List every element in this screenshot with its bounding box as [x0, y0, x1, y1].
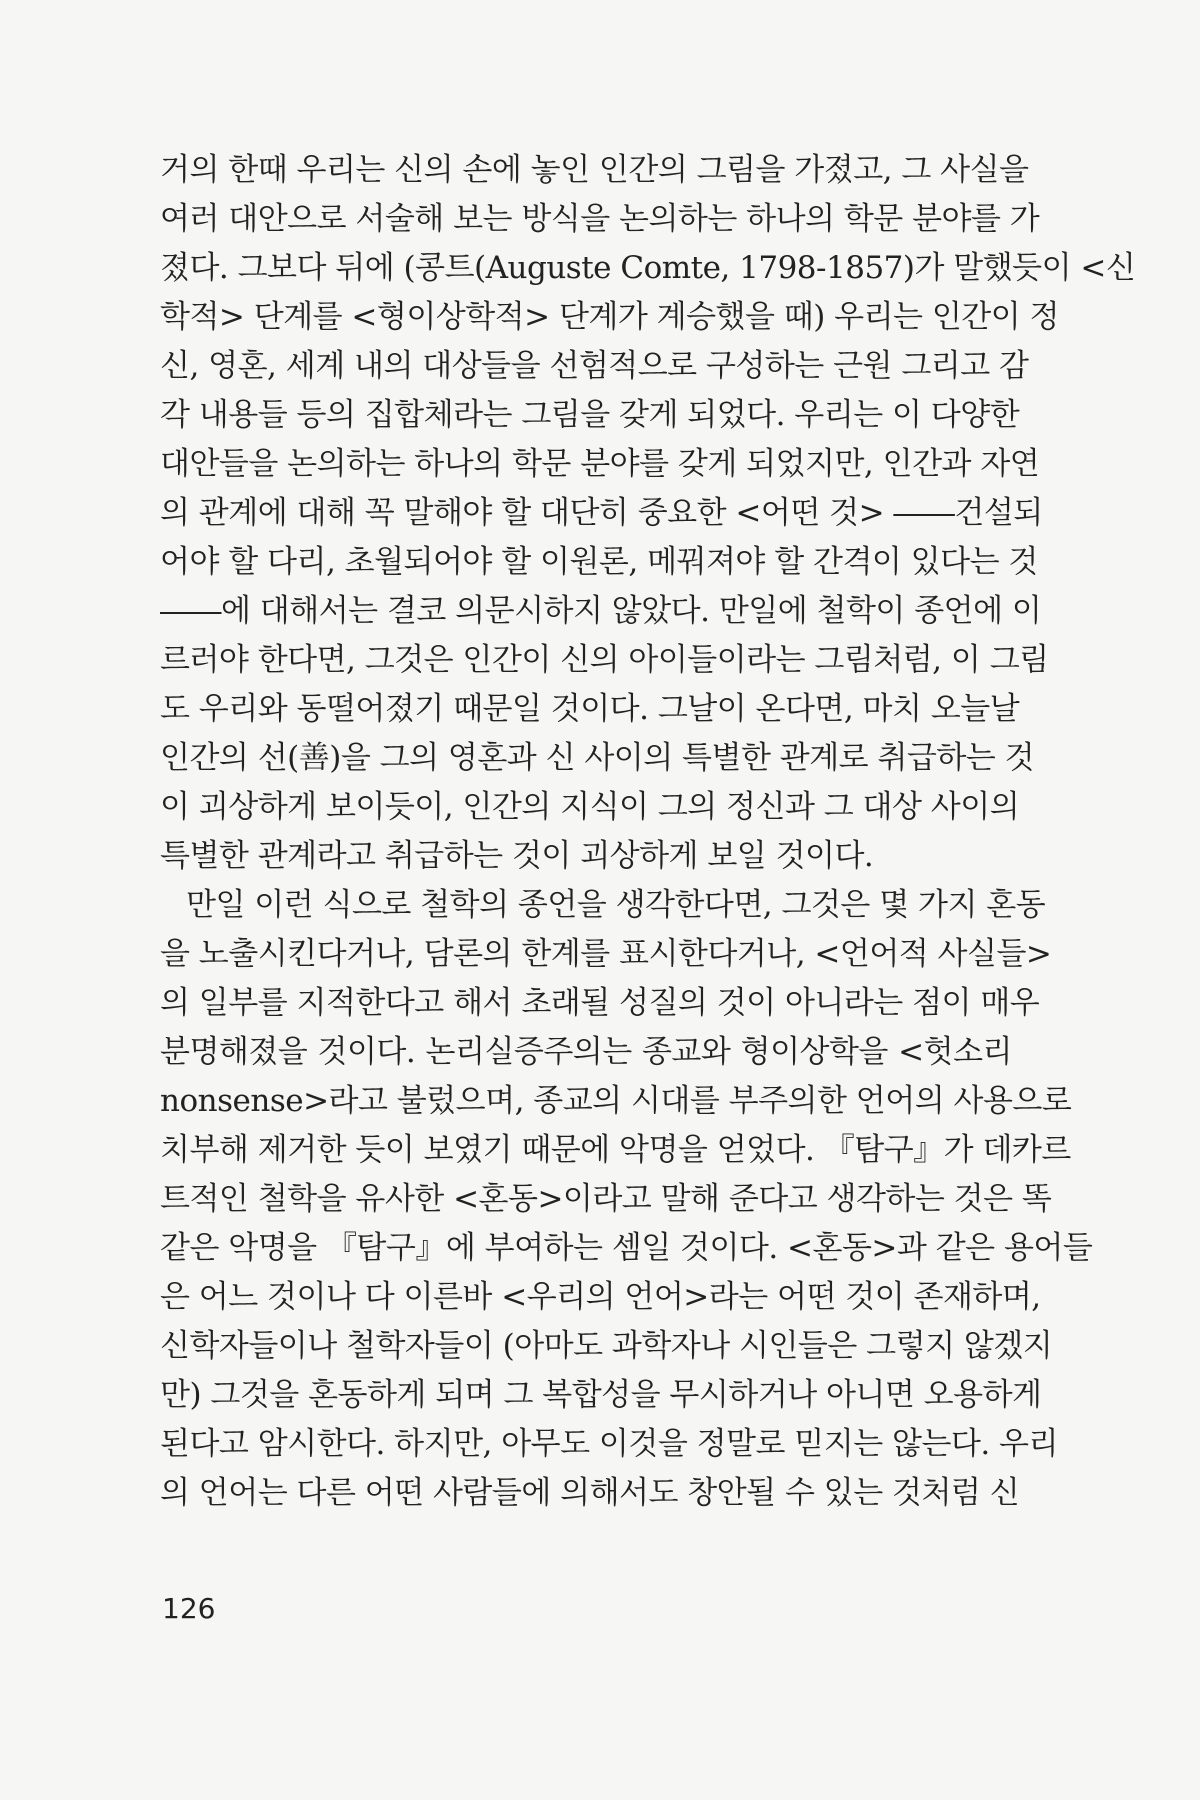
page-number: 126 [162, 1592, 216, 1625]
text-line: ――에 대해서는 결코 의문시하지 않았다. 만일에 철학이 종언에 이 [160, 593, 1042, 629]
text-line: 의 관계에 대해 꼭 말해야 할 대단히 중요한 <어떤 것> ――건설되 [160, 495, 1043, 531]
text-line: 만) 그것을 혼동하게 되며 그 복합성을 무시하거나 아니면 오용하게 [160, 1377, 1042, 1413]
text-line: 을 노출시킨다거나, 담론의 한계를 표시한다거나, <언어적 사실들> [160, 936, 1052, 972]
text-line: 도 우리와 동떨어졌기 때문일 것이다. 그날이 온다면, 마치 오늘날 [160, 691, 1020, 727]
text-line: 대안들을 논의하는 하나의 학문 분야를 갖게 되었지만, 인간과 자연 [160, 446, 1040, 482]
text-line: 거의 한때 우리는 신의 손에 놓인 인간의 그림을 가졌고, 그 사실을 [160, 152, 1029, 188]
paragraph-1 [160, 146, 1136, 881]
text-line: 분명해졌을 것이다. 논리실증주의는 종교와 형이상학을 <헛소리 [160, 1034, 1012, 1070]
text-line: 르러야 한다면, 그것은 인간이 신의 아이들이라는 그림처럼, 이 그림 [160, 642, 1049, 678]
text-line: 신, 영혼, 세계 내의 대상들을 선험적으로 구성하는 근원 그리고 감 [160, 348, 1029, 384]
text-line: 만일 이런 식으로 철학의 종언을 생각한다면, 그것은 몇 가지 혼동 [186, 887, 1046, 923]
text-line: 각 내용들 등의 집합체라는 그림을 갖게 되었다. 우리는 이 다양한 [160, 397, 1020, 433]
text-line: 치부해 제거한 듯이 보였기 때문에 악명을 얻었다. 『탐구』가 데카르 [160, 1132, 1071, 1168]
body-text [160, 146, 1136, 1518]
text-line: 은 어느 것이나 다 이른바 <우리의 언어>라는 어떤 것이 존재하며, [160, 1279, 1041, 1315]
text-line: 어야 할 다리, 초월되어야 할 이원론, 메꿔져야 할 간격이 있다는 것 [160, 544, 1038, 580]
text-line: 인간의 선(善)을 그의 영혼과 신 사이의 특별한 관계로 취급하는 것 [160, 740, 1035, 776]
text-line: 트적인 철학을 유사한 <혼동>이라고 말해 준다고 생각하는 것은 똑 [160, 1181, 1052, 1217]
text-line: 된다고 암시한다. 하지만, 아무도 이것을 정말로 믿지는 않는다. 우리 [160, 1426, 1058, 1462]
paragraph-2 [160, 881, 1093, 1518]
text-line: 여러 대안으로 서술해 보는 방식을 논의하는 하나의 학문 분야를 가 [160, 201, 1040, 237]
text-line: 신학자들이나 철학자들이 (아마도 과학자나 시인들은 그렇지 않겠지 [160, 1328, 1053, 1364]
text-line: 같은 악명을 『탐구』에 부여하는 셈일 것이다. <혼동>과 같은 용어들 [160, 1230, 1093, 1266]
text-line: 의 일부를 지적한다고 해서 초래될 성질의 것이 아니라는 점이 매우 [160, 985, 1040, 1021]
text-line: 학적> 단계를 <형이상학적> 단계가 계승했을 때) 우리는 인간이 정 [160, 299, 1059, 335]
text-line: 졌다. 그보다 뒤에 (콩트(Auguste Comte, 1798-1857)가 말했듯이 <신 [160, 250, 1136, 286]
text-line: nonsense>라고 불렀으며, 종교의 시대를 부주의한 언어의 사용으로 [160, 1083, 1072, 1119]
text-line: 의 언어는 다른 어떤 사람들에 의해서도 창안될 수 있는 것처럼 신 [160, 1475, 1020, 1511]
text-line: 이 괴상하게 보이듯이, 인간의 지식이 그의 정신과 그 대상 사이의 [160, 789, 1020, 825]
text-line: 특별한 관계라고 취급하는 것이 괴상하게 보일 것이다. [160, 838, 874, 874]
